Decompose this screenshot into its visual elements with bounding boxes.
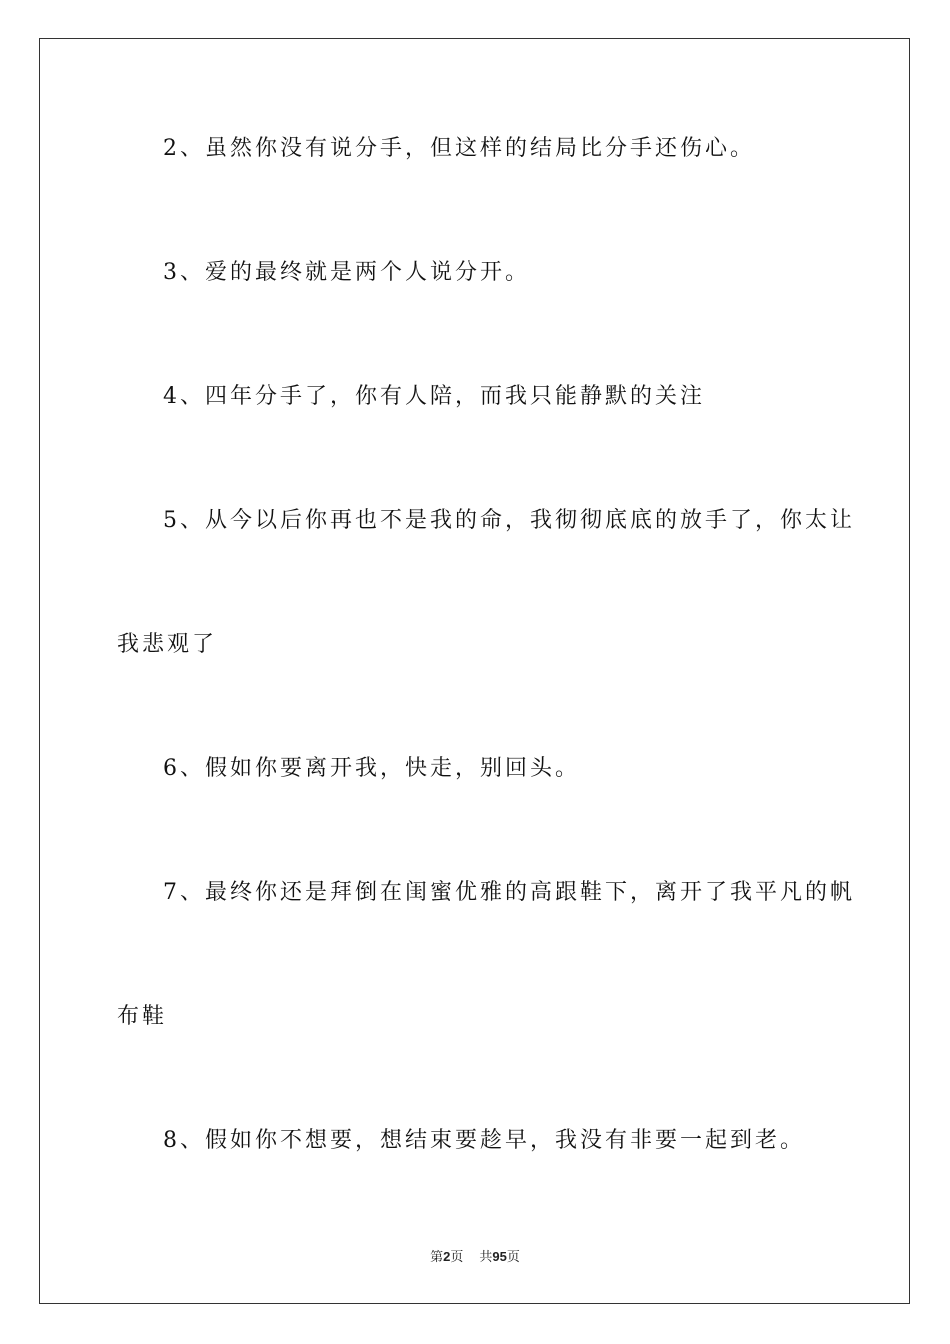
page-number: 2 bbox=[443, 1249, 451, 1264]
paragraph-line-5: 我悲观了 bbox=[117, 632, 218, 657]
paragraph-line-2: 3、爱的最终就是两个人说分开。 bbox=[163, 260, 530, 285]
paragraph-line-1: 2、虽然你没有说分手，但这样的结局比分手还伤心。 bbox=[163, 136, 755, 161]
paragraph-line-4: 5、从今以后你再也不是我的命，我彻彻底底的放手了，你太让 bbox=[163, 508, 855, 533]
paragraph-line-3: 4、四年分手了，你有人陪，而我只能静默的关注 bbox=[163, 384, 705, 409]
page-footer bbox=[0, 1246, 950, 1265]
paragraph-line-8: 布鞋 bbox=[117, 1004, 168, 1029]
page-prefix: 第 bbox=[430, 1250, 444, 1265]
page-border bbox=[39, 38, 910, 1304]
total-prefix: 共 bbox=[479, 1250, 493, 1265]
paragraph-line-6: 6、假如你要离开我，快走，别回头。 bbox=[163, 756, 580, 781]
total-suffix: 页 bbox=[506, 1250, 520, 1265]
paragraph-line-7: 7、最终你还是拜倒在闺蜜优雅的高跟鞋下，离开了我平凡的帆 bbox=[163, 880, 855, 905]
paragraph-line-9: 8、假如你不想要，想结束要趁早，我没有非要一起到老。 bbox=[163, 1128, 805, 1153]
total-pages: 95 bbox=[492, 1249, 507, 1264]
page-suffix: 页 bbox=[450, 1250, 464, 1265]
